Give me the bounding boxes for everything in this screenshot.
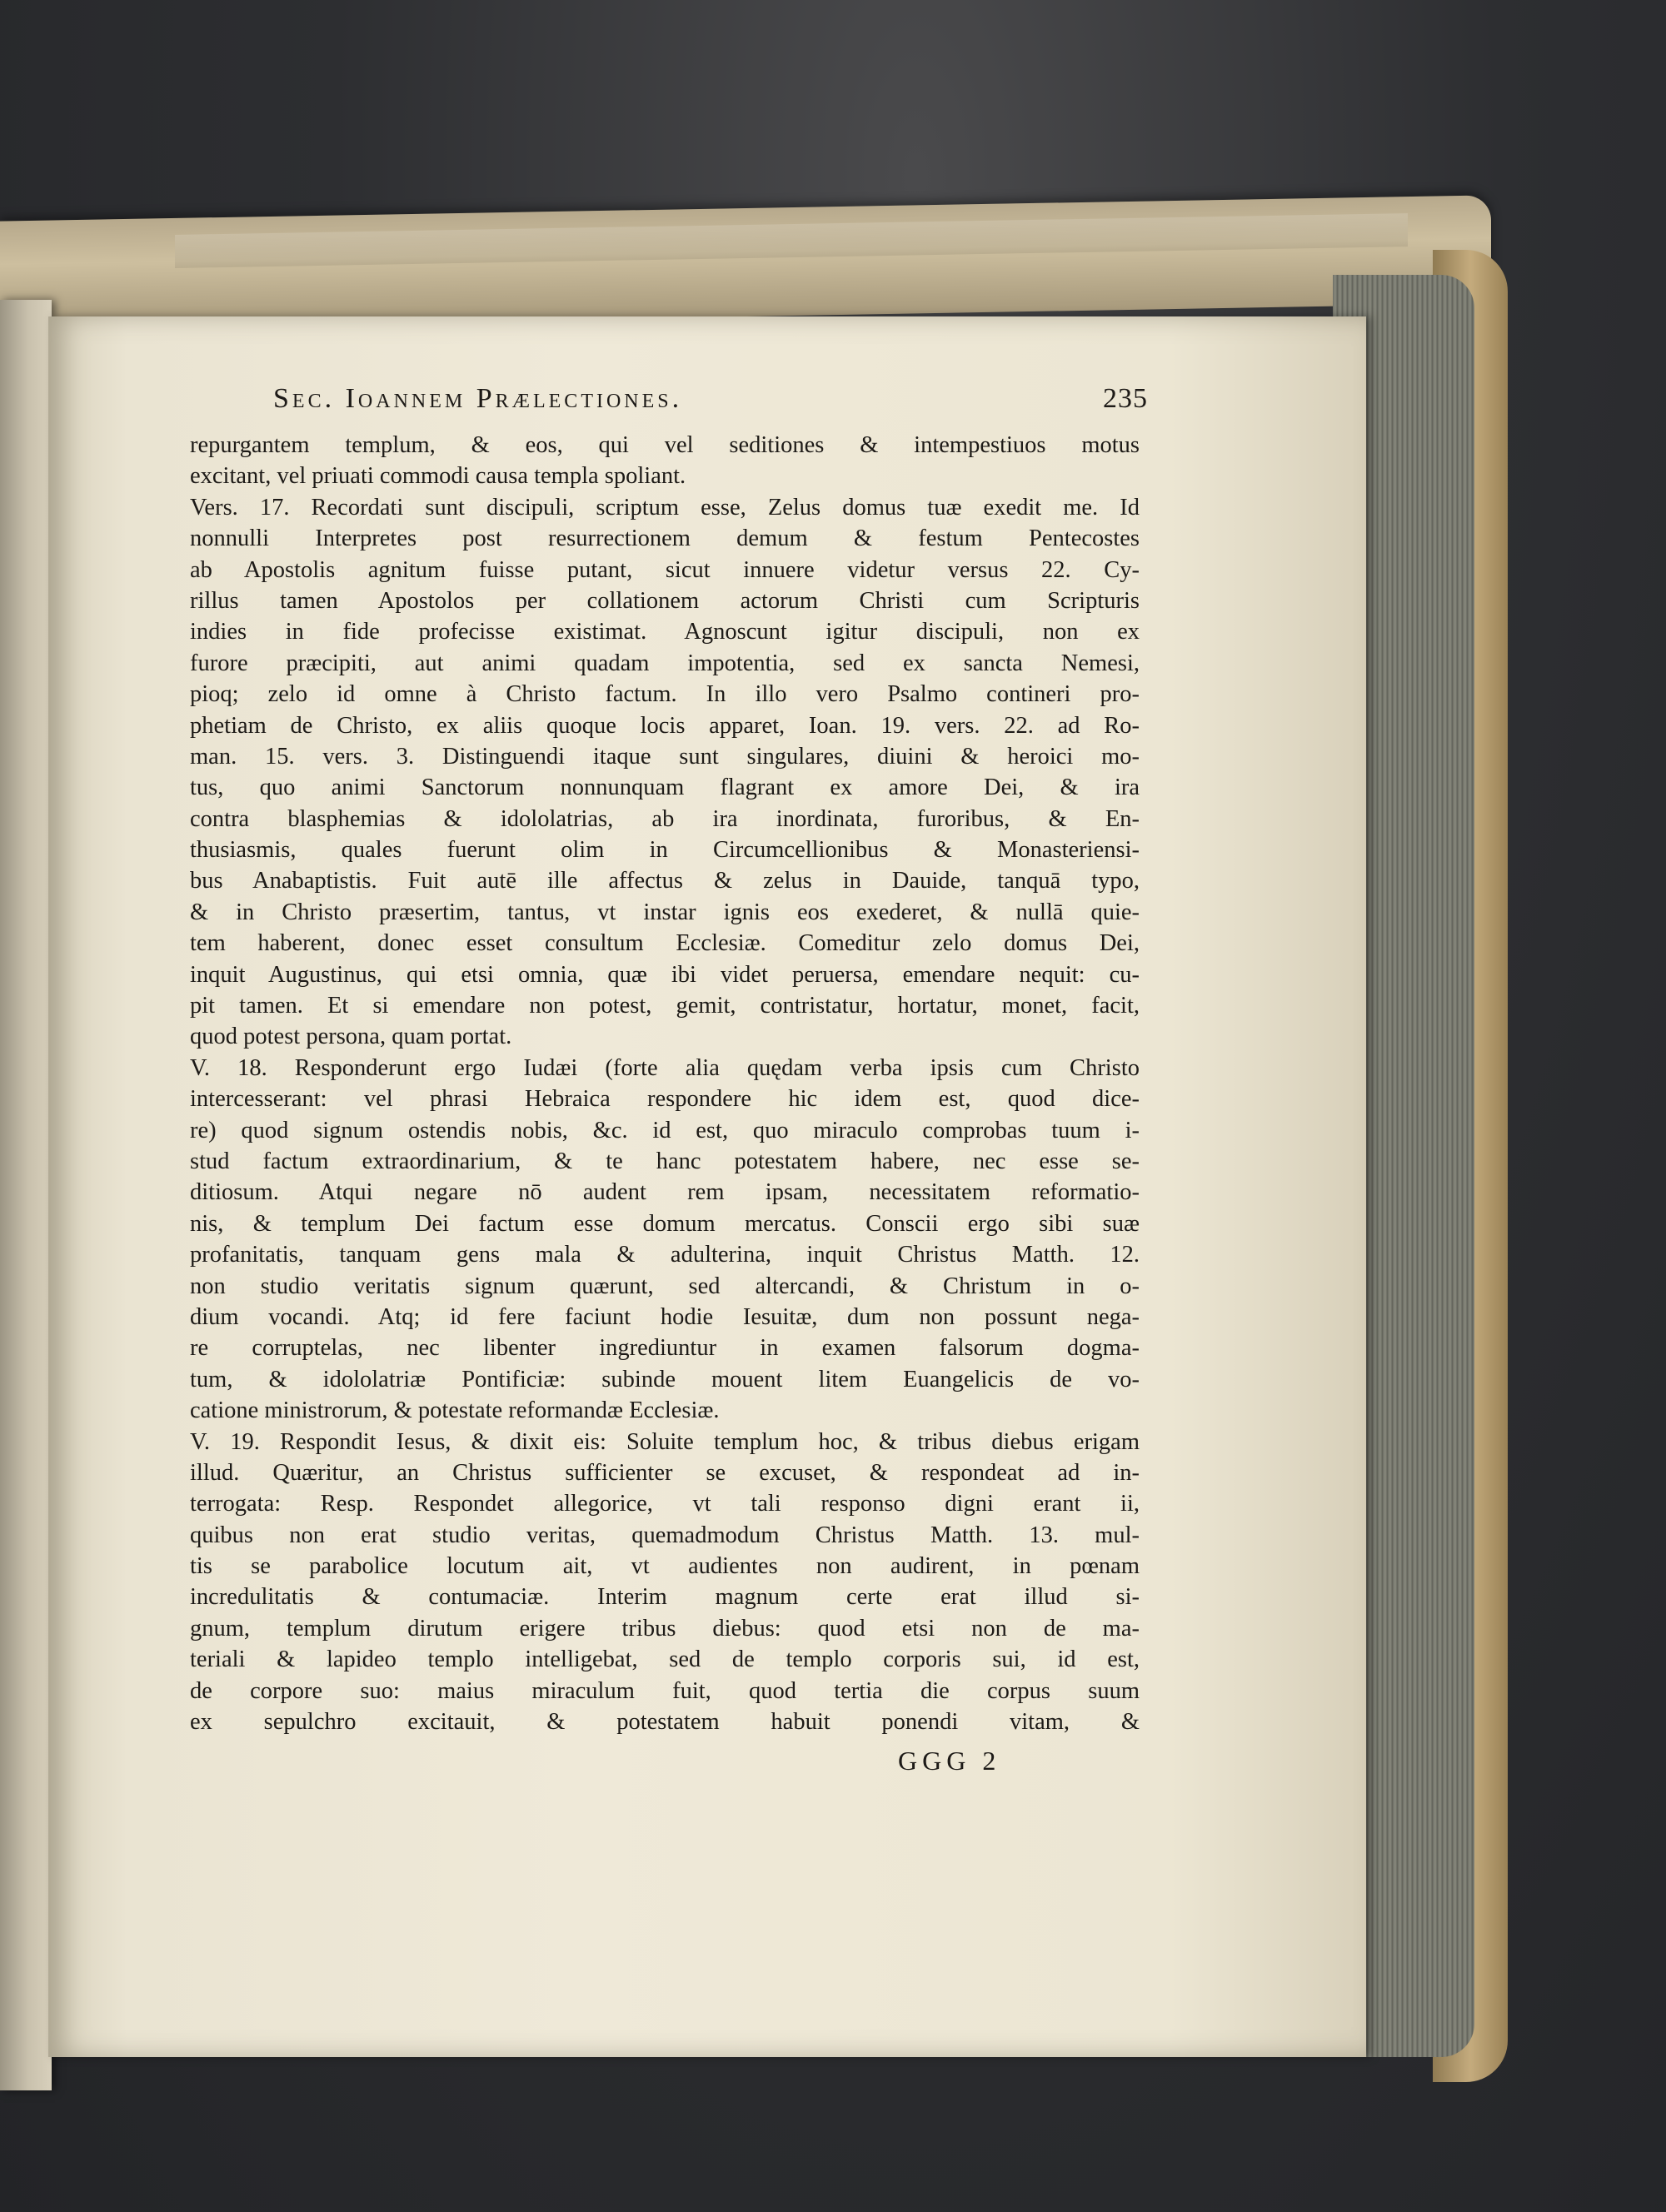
text-line: quod potest persona, quam portat.	[190, 1024, 512, 1050]
text-line: man. 15. vers. 3. Distinguendi itaque sunt singulares, diuini & heroici mo-	[190, 743, 1140, 770]
book-page	[48, 316, 1366, 2057]
text-line: tem haberent, donec esset consultum Ecclesiæ. Comeditur zelo domus Dei,	[190, 930, 1140, 957]
text-line: & in Christo præsertim, tantus, vt instar ignis eos exederet, & nullā quie-	[190, 899, 1140, 925]
text-line: excitant, vel priuati commodi causa templa spoliant.	[190, 463, 686, 490]
text-line: phetiam de Christo, ex aliis quoque locis apparet, Ioan. 19. vers. 22. ad Ro-	[190, 712, 1140, 739]
text-line: rillus tamen Apostolos per collationem actorum Christi cum Scripturis	[190, 587, 1140, 614]
text-line: non studio veritatis signum quærunt, sed altercandi, & Christum in o-	[190, 1273, 1140, 1299]
text-line: pit tamen. Et si emendare non potest, gemit, contristatur, hortatur, monet, facit,	[190, 993, 1140, 1019]
text-line: re) quod signum ostendis nobis, &c. id est, quo miraculo comprobas tuum i-	[190, 1117, 1140, 1143]
text-line: nonnulli Interpretes post resurrectionem demum & festum Pentecostes	[190, 526, 1140, 552]
text-line: thusiasmis, quales fuerunt olim in Circumcellionibus & Monasteriensi-	[190, 837, 1140, 864]
text-line: bus Anabaptistis. Fuit autē ille affectus & zelus in Dauide, tanquā typo,	[190, 868, 1140, 894]
text-line: ex sepulchro excitauit, & potestatem habuit ponendi vitam, &	[190, 1709, 1140, 1736]
text-line: inquit Augustinus, qui etsi omnia, quæ ibi videt peruersa, emendare nequit: cu-	[190, 961, 1140, 988]
text-line: gnum, templum dirutum erigere tribus diebus: quod etsi non de ma-	[190, 1615, 1140, 1642]
text-line: profanitatis, tanquam gens mala & adulterina, inquit Christus Matth. 12.	[190, 1242, 1140, 1268]
text-line: teriali & lapideo templo intelligebat, sed de templo corporis sui, id est,	[190, 1647, 1140, 1673]
text-line: V. 18. Responderunt ergo Iudæi (forte alia quędam verba ipsis cum Christo	[190, 1054, 1140, 1081]
text-line: ditiosum. Atqui negare nō audent rem ipsam, necessitatem reformatio-	[190, 1179, 1140, 1206]
text-line: nis, & templum Dei factum esse domum mercatus. Conscii ergo sibi suæ	[190, 1210, 1140, 1237]
text-line: tum, & idololatriæ Pontificiæ: subinde mouent litem Euangelicis de vo-	[190, 1366, 1140, 1392]
signature-mark: GGG 2	[898, 1746, 1001, 1776]
text-line: re corruptelas, nec libenter ingrediuntur in examen falsorum dogma-	[190, 1335, 1140, 1362]
text-line: tis se parabolice locutum ait, vt audientes non audirent, in pœnam	[190, 1553, 1140, 1580]
text-line: illud. Quæritur, an Christus sufficienter se excuset, & respondeat ad in-	[190, 1459, 1140, 1486]
text-line: repurgantem templum, & eos, qui vel seditiones & intempestiuos motus	[190, 432, 1140, 458]
text-line: tus, quo animi Sanctorum nonnunquam flagrant ex amore Dei, & ira	[190, 775, 1140, 801]
text-line: contra blasphemias & idololatrias, ab ira inordinata, furoribus, & En-	[190, 805, 1140, 832]
text-line: ab Apostolis agnitum fuisse putant, sicut innuere videtur versus 22. Cy-	[190, 556, 1140, 583]
text-line: dium vocandi. Atq; id fere faciunt hodie Iesuitæ, dum non possunt nega-	[190, 1303, 1140, 1330]
running-head-title: Sec. Ioannem Prælectiones.	[273, 383, 683, 414]
text-line: quibus non erat studio veritas, quemadmodum Christus Matth. 13. mul-	[190, 1522, 1140, 1548]
text-line: V. 19. Respondit Iesus, & dixit eis: Soluite templum hoc, & tribus diebus erigam	[190, 1428, 1140, 1455]
text-line: incredulitatis & contumaciæ. Interim magnum certe erat illud si-	[190, 1584, 1140, 1611]
page-number: 235	[1103, 383, 1148, 414]
text-line: indies in fide profecisse existimat. Agnoscunt igitur discipuli, non ex	[190, 619, 1140, 645]
text-line: stud factum extraordinarium, & te hanc potestatem habere, nec esse se-	[190, 1148, 1140, 1174]
text-line: intercesserant: vel phrasi Hebraica respondere hic idem est, quod dice-	[190, 1086, 1140, 1113]
text-line: Vers. 17. Recordati sunt discipuli, scriptum esse, Zelus domus tuæ exedit me. Id	[190, 494, 1140, 521]
text-line: de corpore suo: maius miraculum fuit, quod tertia die corpus suum	[190, 1677, 1140, 1704]
body-text	[190, 430, 1140, 1737]
text-block	[190, 383, 1148, 1784]
text-line: furore præcipiti, aut animi quadam impotentia, sed ex sancta Nemesi,	[190, 650, 1140, 676]
running-head	[190, 383, 1148, 425]
signature-row	[190, 1742, 1140, 1784]
facing-page-edge	[0, 300, 52, 2090]
text-line: terrogata: Resp. Respondet allegorice, vt tali responso digni erant ii,	[190, 1491, 1140, 1517]
text-line: pioq; zelo id omne à Christo factum. In illo vero Psalmo contineri pro-	[190, 681, 1140, 708]
text-line: catione ministrorum, & potestate reformandæ Ecclesiæ.	[190, 1397, 720, 1424]
